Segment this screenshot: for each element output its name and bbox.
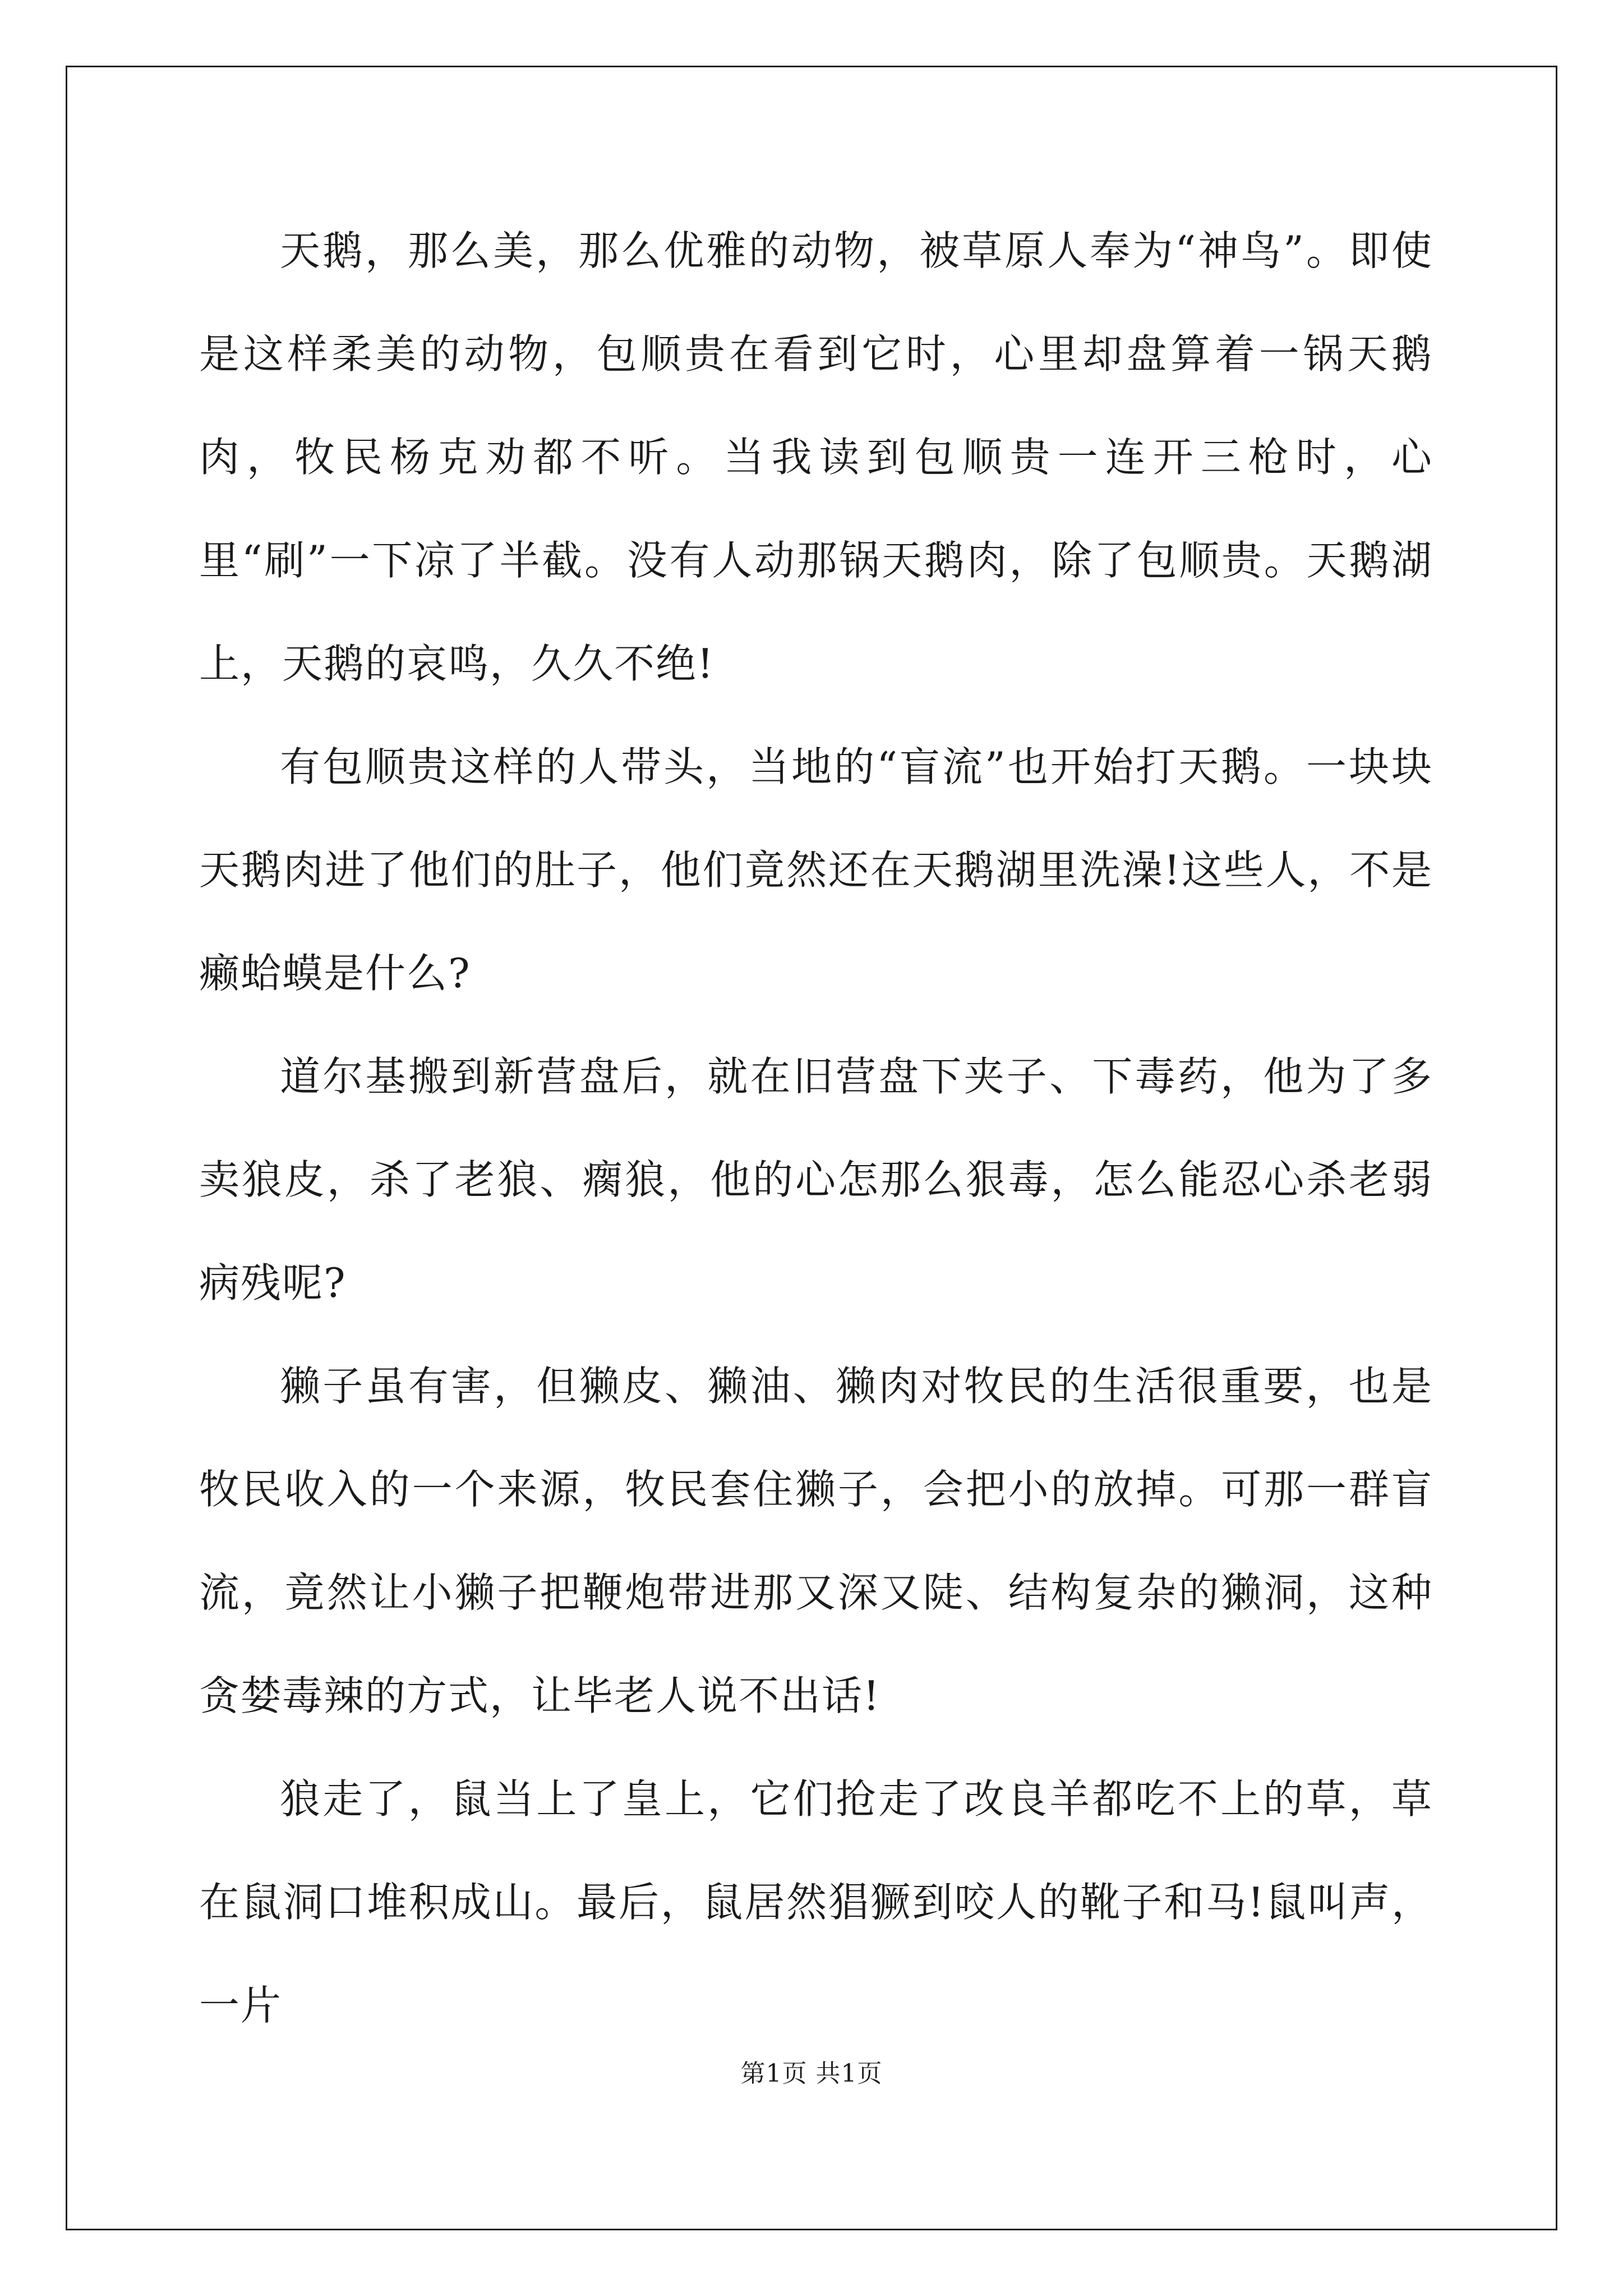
paragraph-swans: 天鹅，那么美，那么优雅的动物，被草原人奉为“神鸟”。即使是这样柔美的动物，包顺贵在看到它时，心里却盘算着一锅天鹅肉，牧民杨克劝都不听。当我读到包顺贵一连开三枪时，心里“刷”一下凉了半截。没有人动那锅天鹅肉，除了包顺贵。天鹅湖上，天鹅的哀鸣，久久不绝! bbox=[199, 227, 1433, 687]
document-body bbox=[199, 199, 1433, 2057]
paragraph-marmots: 獭子虽有害，但獭皮、獭油、獭肉对牧民的生活很重要，也是牧民收入的一个来源，牧民套住獭子，会把小的放掉。可那一群盲流，竟然让小獭子把鞭炮带进那又深又陡、结构复杂的獭洞，这种贪婪毒辣的方式，让毕老人说不出话! bbox=[199, 1363, 1433, 1719]
paragraph-drifters: 有包顺贵这样的人带头，当地的“盲流”也开始打天鹅。一块块天鹅肉进了他们的肚子，他们竟然还在天鹅湖里洗澡!这些人，不是癞蛤蟆是什么? bbox=[199, 743, 1433, 997]
paragraph-rats: 狼走了，鼠当上了皇上，它们抢走了改良羊都吃不上的草，草在鼠洞口堆积成山。最后，鼠居然猖獗到咬人的靴子和马!鼠叫声，一片 bbox=[199, 1775, 1433, 2029]
page-number-footer: 第1页 共1页 bbox=[740, 2059, 883, 2088]
paragraph-wolves: 道尔基搬到新营盘后，就在旧营盘下夹子、下毒药，他为了多卖狼皮，杀了老狼、瘸狼，他的心怎那么狠毒，怎么能忍心杀老弱病残呢? bbox=[199, 1053, 1433, 1306]
